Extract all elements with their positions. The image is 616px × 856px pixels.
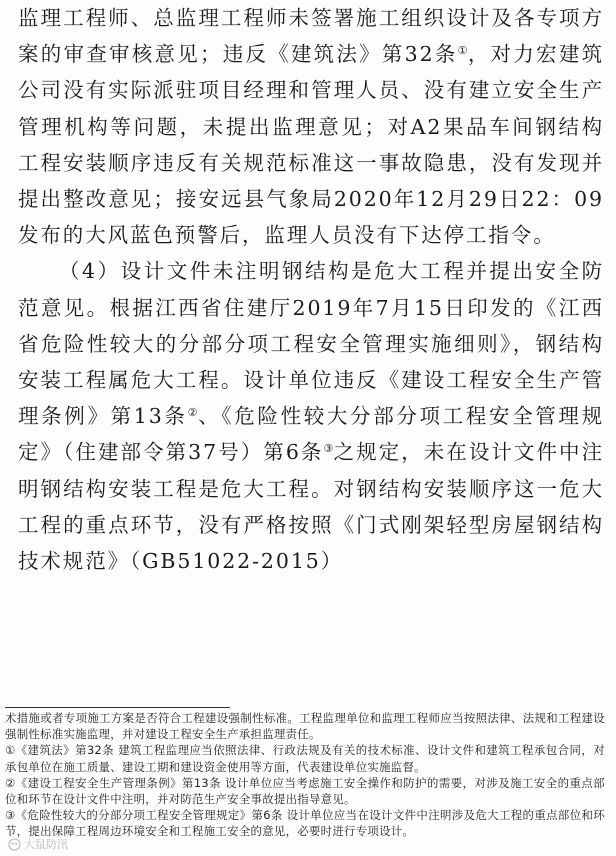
watermark (8, 836, 68, 852)
footnote-2: ②《建设工程安全生产管理条例》第13条 设计单位应当考虑施工安全操作和防护的需要，对涉及施工安全的重点部位和环节在设计文件中注明，并对防范生产安全事故提出指导意见。 (5, 775, 605, 807)
paragraph-text: 监理工程师、总监理工程师未签署施工组织设计及各专项方案的审查审核意见；违反《建筑法》第32条 (18, 6, 604, 67)
paragraph-text: 之规定，未在设计文件中注明钢结构安装工程是危大工程。对钢结构安装顺序这一危大工程的重点环节，没有严格按照《门式刚架轻型房屋钢结构技术规范》（GB51022-2015） (18, 440, 604, 574)
footnote-marker-1[interactable]: ① (457, 44, 468, 58)
footnote-marker-2[interactable]: ② (187, 406, 199, 420)
watermark-text: 大鼠防汛 (24, 838, 68, 851)
paragraph-text: ，对力宏建筑公司没有实际派驻项目经理和管理人员、没有建立安全生产管理机构等问题，未提出监理意见；对A2果品车间钢结构工程安装顺序违反有关规范标准这一事故隐患，没有发现并提出整改意见；接安远县气象局2020年12月29日22：09发布的大风蓝色预警后，监理人员没有下达停工指令。 (18, 42, 604, 248)
footnote-divider (5, 707, 230, 708)
paragraph-text: （4）设计文件未注明钢结构是危大工程并提出安全防范意见。根据江西省住建厅2019年7月15日印发的《江西省危险性较大的分部分项工程安全管理实施细则》，钢结构安装工程属危大工程。设计单位违反《建设工程安全生产管理条例》第13条 (18, 259, 604, 429)
footnotes (5, 710, 605, 840)
footnote-continuation: 术措施或者专项施工方案是否符合工程建设强制性标准。工程监理单位和监理工程师应当按照法律、法规和工程建设强制性标准实施监理，并对建设工程安全生产承担监理责任。 (5, 711, 605, 742)
footnote-1: ①《建筑法》第32条 建筑工程监理应当依照法律、行政法规及有关的技术标准、设计文件和建筑工程承包合同，对承包单位在施工质量、建设工期和建设资金使用等方面，代表建设单位实施监督。 (5, 743, 605, 774)
footnote-3: ③《危险性较大的分部分项工程安全管理规定》第6条 设计单位应当在设计文件中注明涉及危大工程的重点部位和环节，提出保障工程周边环境安全和工程施工安全的意见，必要时进行专项设计。 (5, 808, 605, 839)
paragraph-design (18, 253, 604, 579)
paragraph-supervision (18, 0, 604, 253)
footnote-marker-3[interactable]: ③ (323, 442, 334, 456)
account-watermark-icon (8, 838, 21, 851)
body-text (18, 0, 604, 579)
paragraph-text: 、《危险性较大分部分项工程安全管理规定》（住建部令第37号）第6条 (18, 404, 604, 465)
